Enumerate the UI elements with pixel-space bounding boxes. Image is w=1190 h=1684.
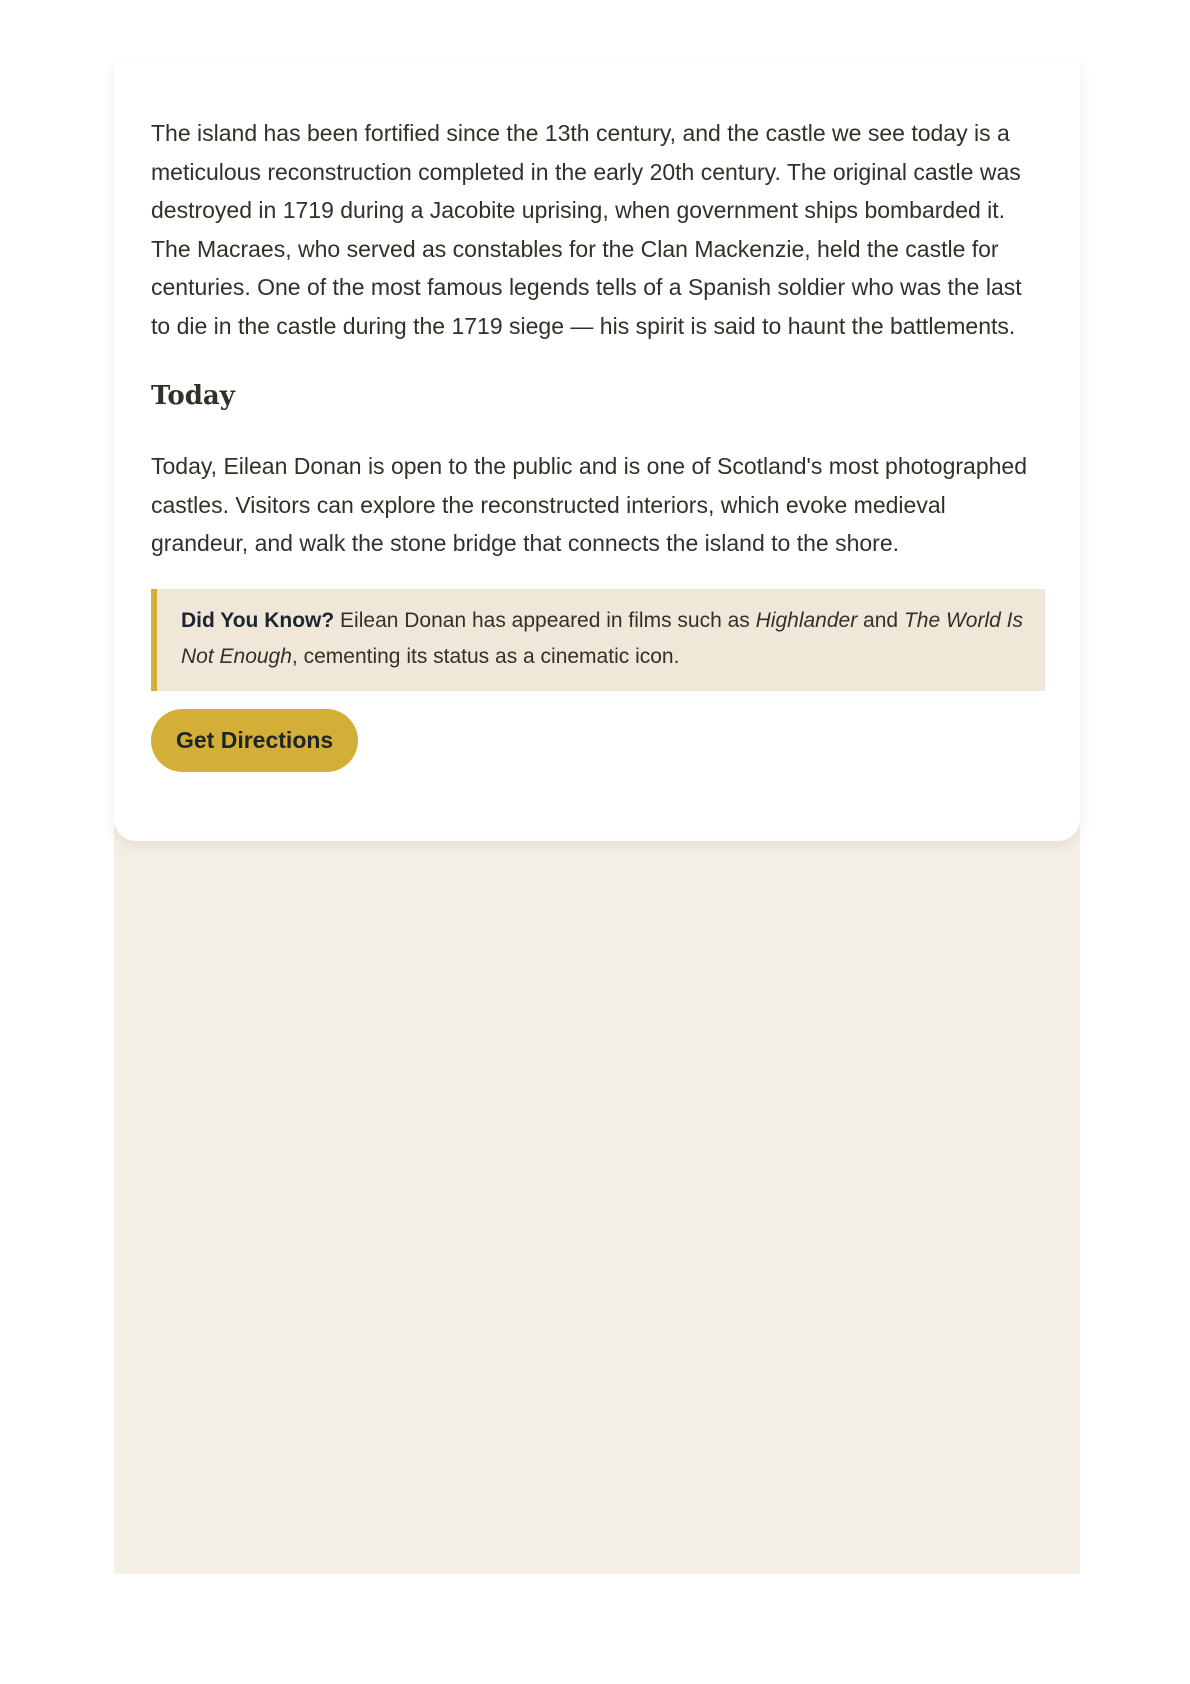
callout-text-middle: and (857, 608, 904, 632)
get-directions-button[interactable]: Get Directions (151, 709, 358, 772)
today-paragraph: Today, Eilean Donan is open to the public and is one of Scotland's most photographed castles. Visitors can explore the reconstructed interiors, which evoke medieval grandeur, and walk the stone bridge that connects the island to the shore. (151, 453, 1027, 556)
article-card (114, 60, 1080, 841)
callout-text-after: , cementing its status as a cinematic icon. (291, 644, 680, 668)
did-you-know-callout (151, 589, 1045, 691)
callout-film-highlander: Highlander (755, 608, 858, 632)
history-paragraph: The island has been fortified since the 13th century, and the castle we see today is a meticulous reconstruction completed in the early 20th century. The original castle was destroyed in 1719 during a Jacobite uprising, when government ships bombarded it. The Macraes, who served as constables for the Clan Mackenzie, held the castle for centuries. One of the most famous legends tells of a Spanish soldier who was the last to die in the castle during the 1719 siege — his spirit is said to haunt the battlements. (151, 120, 1022, 339)
callout-film-world-not-enough: The World Is Not Enough (181, 608, 1023, 668)
callout-text-before: Eilean Donan has appeared in films such as (334, 608, 756, 632)
article-body (151, 114, 1045, 772)
today-heading: Today (151, 381, 235, 411)
callout-title: Did You Know? (181, 608, 335, 632)
